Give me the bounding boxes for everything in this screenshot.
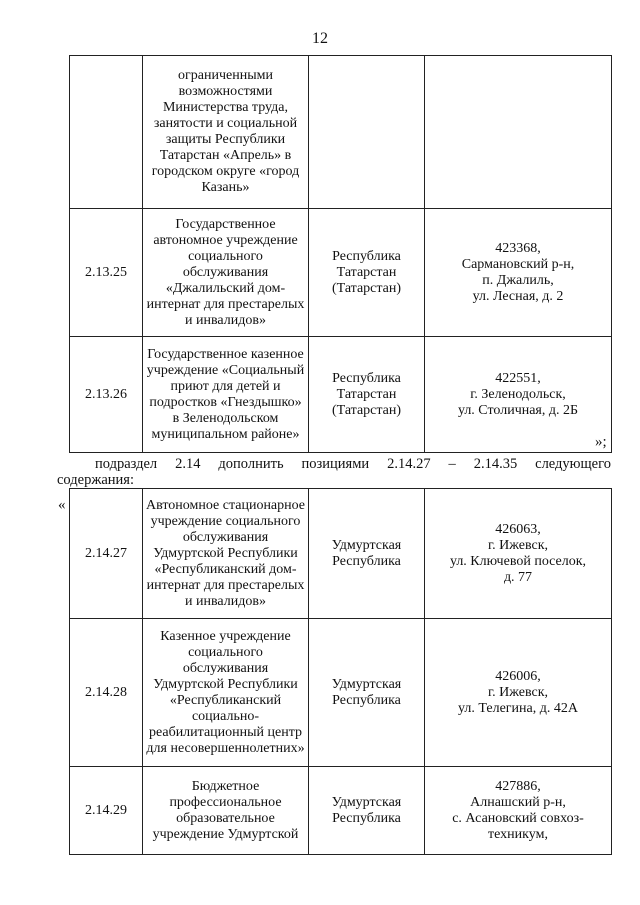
paragraph-word: 2.14.35 — [473, 456, 518, 472]
row-number: 2.13.26 — [70, 337, 143, 453]
table-row — [70, 619, 612, 767]
region: Удмуртская Республика — [309, 489, 425, 619]
row-number: 2.14.27 — [70, 489, 143, 619]
paragraph-word: 2.14 — [175, 456, 201, 472]
table-row — [70, 489, 612, 619]
table-row — [70, 209, 612, 337]
region: Республика Татарстан (Татарстан) — [309, 337, 425, 453]
table-row — [70, 56, 612, 209]
address: 427886, Алнашский р-н, с. Асановский совхоз- техникум, — [425, 767, 612, 855]
row-number: 2.14.28 — [70, 619, 143, 767]
institution-name: Автономное стационарное учреждение социального обслуживания Удмуртской Республики «Республиканский дом- интернат для престарелых и инвалидов» — [143, 489, 309, 619]
address: 422551, г. Зеленодольск, ул. Столичная, д. 2Б — [425, 337, 612, 453]
institution-name: Бюджетное профессиональное образовательное учреждение Удмуртской — [143, 767, 309, 855]
address: 426063, г. Ижевск, ул. Ключевой поселок, д. 77 — [425, 489, 612, 619]
paragraph-word: – — [448, 456, 456, 472]
address: 423368, Сармановский р-н, п. Джалиль, ул. Лесная, д. 2 — [425, 209, 612, 337]
institution-name: Казенное учреждение социального обслуживания Удмуртской Республики «Республиканский социально- реабилитационный центр для несовершеннолетних» — [143, 619, 309, 767]
table-row — [70, 337, 612, 453]
opening-quote: « — [58, 497, 66, 513]
paragraph-word: позициями — [301, 456, 370, 472]
paragraph-word: подраздел — [95, 456, 158, 472]
region: Удмуртская Республика — [309, 767, 425, 855]
paragraph-line-2: содержания: — [57, 472, 135, 488]
region: Республика Татарстан (Татарстан) — [309, 209, 425, 337]
row-number: 2.13.25 — [70, 209, 143, 337]
paragraph-word: следующего — [535, 456, 611, 472]
institution-name: ограниченными возможностями Министерства труда, занятости и социальной защиты Республики Татарстан «Апрель» в городском округе «город Казань» — [143, 56, 309, 209]
institutions-table-1 — [69, 55, 612, 453]
region: Удмуртская Республика — [309, 619, 425, 767]
address: 426006, г. Ижевск, ул. Телегина, д. 42А — [425, 619, 612, 767]
page-number: 12 — [312, 30, 328, 47]
paragraph-word: 2.14.27 — [387, 456, 431, 472]
institutions-table-2 — [69, 488, 612, 855]
institution-name: Государственное автономное учреждение социального обслуживания «Джалильский дом- интернат для престарелых и инвалидов» — [143, 209, 309, 337]
paragraph-word: дополнить — [218, 456, 284, 472]
table-row — [70, 767, 612, 855]
region — [309, 56, 425, 209]
address — [425, 56, 612, 209]
row-number: 2.14.29 — [70, 767, 143, 855]
institution-name: Государственное казенное учреждение «Социальный приют для детей и подростков «Гнездышко» в Зеленодольском муниципальном районе» — [143, 337, 309, 453]
row-number — [70, 56, 143, 209]
amendment-paragraph — [57, 456, 611, 488]
closing-quote: »; — [595, 434, 607, 450]
